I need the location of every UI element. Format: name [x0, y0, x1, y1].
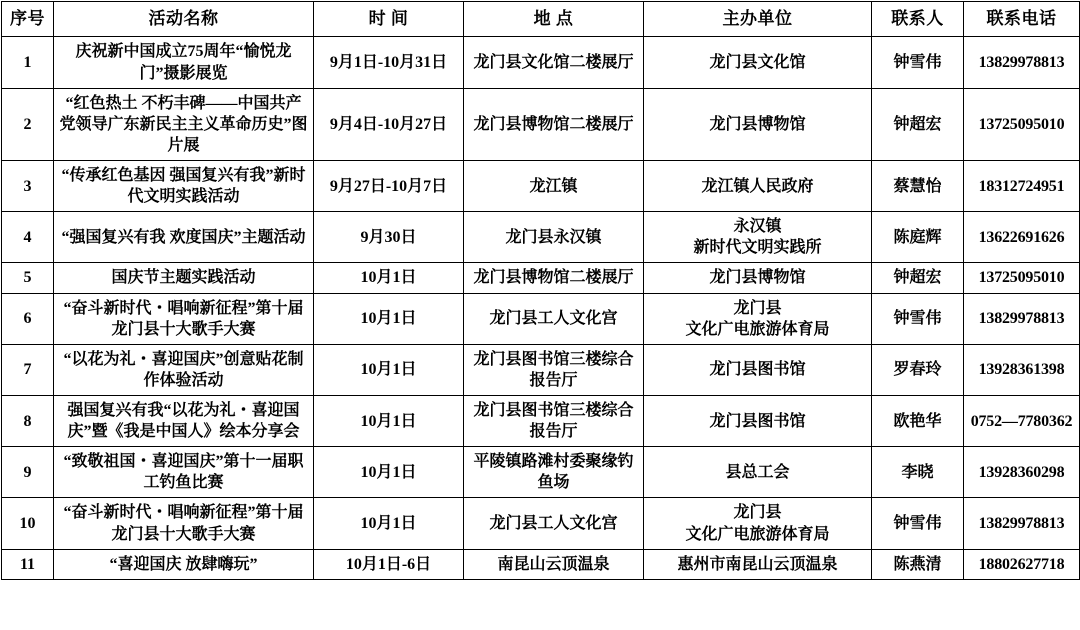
row-index: 10 [2, 498, 54, 549]
table-row [2, 549, 1080, 579]
row-index: 5 [2, 263, 54, 293]
table-header-row [2, 2, 1080, 37]
row-contact-person: 钟雪伟 [872, 498, 964, 549]
row-index: 4 [2, 212, 54, 263]
row-contact-person: 陈燕清 [872, 549, 964, 579]
row-index: 11 [2, 549, 54, 579]
row-time: 10月1日 [314, 263, 464, 293]
column-header-phone: 联系电话 [964, 2, 1080, 37]
row-activity-name: “传承红色基因 强国复兴有我”新时代文明实践活动 [54, 160, 314, 211]
table-row [2, 88, 1080, 160]
table-header [2, 2, 1080, 37]
row-activity-name: “以花为礼・喜迎国庆”创意贴花制作体验活动 [54, 344, 314, 395]
row-organizer: 龙门县文化馆 [644, 37, 872, 88]
row-index: 3 [2, 160, 54, 211]
row-place: 龙江镇 [464, 160, 644, 211]
row-index: 7 [2, 344, 54, 395]
row-place: 龙门县图书馆三楼综合报告厅 [464, 395, 644, 446]
row-index: 1 [2, 37, 54, 88]
row-organizer: 龙门县 文化广电旅游体育局 [644, 293, 872, 344]
row-contact-phone: 13725095010 [964, 88, 1080, 160]
row-contact-person: 李晓 [872, 447, 964, 498]
row-time: 9月30日 [314, 212, 464, 263]
row-organizer: 龙江镇人民政府 [644, 160, 872, 211]
row-activity-name: “奋斗新时代・唱响新征程”第十届龙门县十大歌手大赛 [54, 498, 314, 549]
row-time: 10月1日 [314, 344, 464, 395]
table-row [2, 293, 1080, 344]
table-row [2, 344, 1080, 395]
row-organizer: 龙门县图书馆 [644, 344, 872, 395]
row-place: 龙门县工人文化宫 [464, 293, 644, 344]
row-contact-phone: 13928361398 [964, 344, 1080, 395]
column-header-organizer: 主办单位 [644, 2, 872, 37]
table-row [2, 212, 1080, 263]
row-activity-name: “强国复兴有我 欢度国庆”主题活动 [54, 212, 314, 263]
row-activity-name: “奋斗新时代・唱响新征程”第十届龙门县十大歌手大赛 [54, 293, 314, 344]
row-contact-person: 蔡慧怡 [872, 160, 964, 211]
row-index: 2 [2, 88, 54, 160]
activity-table [1, 1, 1080, 580]
row-contact-phone: 13829978813 [964, 498, 1080, 549]
row-time: 10月1日 [314, 395, 464, 446]
row-activity-name: 强国复兴有我“以花为礼・喜迎国庆”暨《我是中国人》绘本分享会 [54, 395, 314, 446]
row-contact-person: 钟雪伟 [872, 37, 964, 88]
column-header-contact: 联系人 [872, 2, 964, 37]
row-contact-phone: 13622691626 [964, 212, 1080, 263]
row-place: 龙门县永汉镇 [464, 212, 644, 263]
row-contact-phone: 13928360298 [964, 447, 1080, 498]
row-time: 9月1日-10月31日 [314, 37, 464, 88]
row-place: 龙门县图书馆三楼综合报告厅 [464, 344, 644, 395]
row-activity-name: “喜迎国庆 放肆嗨玩” [54, 549, 314, 579]
row-place: 南昆山云顶温泉 [464, 549, 644, 579]
table-row [2, 37, 1080, 88]
column-header-name: 活动名称 [54, 2, 314, 37]
row-contact-phone: 13829978813 [964, 293, 1080, 344]
row-time: 10月1日 [314, 447, 464, 498]
row-contact-phone: 18312724951 [964, 160, 1080, 211]
row-time: 10月1日-6日 [314, 549, 464, 579]
column-header-place: 地 点 [464, 2, 644, 37]
row-organizer: 龙门县博物馆 [644, 88, 872, 160]
row-index: 9 [2, 447, 54, 498]
row-activity-name: 国庆节主题实践活动 [54, 263, 314, 293]
row-contact-person: 欧艳华 [872, 395, 964, 446]
row-contact-phone: 18802627718 [964, 549, 1080, 579]
row-contact-phone: 13725095010 [964, 263, 1080, 293]
activity-schedule-sheet [0, 1, 1080, 630]
row-place: 龙门县博物馆二楼展厅 [464, 263, 644, 293]
row-contact-phone: 0752—7780362 [964, 395, 1080, 446]
row-place: 龙门县博物馆二楼展厅 [464, 88, 644, 160]
table-row [2, 263, 1080, 293]
row-place: 龙门县文化馆二楼展厅 [464, 37, 644, 88]
row-activity-name: 庆祝新中国成立75周年“愉悦龙门”摄影展览 [54, 37, 314, 88]
row-place: 龙门县工人文化宫 [464, 498, 644, 549]
row-organizer: 县总工会 [644, 447, 872, 498]
row-contact-phone: 13829978813 [964, 37, 1080, 88]
row-contact-person: 钟超宏 [872, 88, 964, 160]
row-contact-person: 钟超宏 [872, 263, 964, 293]
row-organizer: 永汉镇 新时代文明实践所 [644, 212, 872, 263]
row-organizer: 龙门县博物馆 [644, 263, 872, 293]
row-organizer: 惠州市南昆山云顶温泉 [644, 549, 872, 579]
row-place: 平陵镇路滩村委聚缘钓鱼场 [464, 447, 644, 498]
row-contact-person: 陈庭辉 [872, 212, 964, 263]
row-organizer: 龙门县图书馆 [644, 395, 872, 446]
row-index: 8 [2, 395, 54, 446]
row-time: 9月27日-10月7日 [314, 160, 464, 211]
row-time: 10月1日 [314, 293, 464, 344]
column-header-time: 时 间 [314, 2, 464, 37]
column-header-index: 序号 [2, 2, 54, 37]
table-body [2, 37, 1080, 579]
table-row [2, 498, 1080, 549]
row-activity-name: “致敬祖国・喜迎国庆”第十一届职工钓鱼比赛 [54, 447, 314, 498]
row-index: 6 [2, 293, 54, 344]
table-row [2, 395, 1080, 446]
row-contact-person: 罗春玲 [872, 344, 964, 395]
table-row [2, 447, 1080, 498]
row-activity-name: “红色热土 不朽丰碑——中国共产党领导广东新民主主义革命历史”图片展 [54, 88, 314, 160]
table-row [2, 160, 1080, 211]
row-contact-person: 钟雪伟 [872, 293, 964, 344]
row-time: 9月4日-10月27日 [314, 88, 464, 160]
row-time: 10月1日 [314, 498, 464, 549]
row-organizer: 龙门县 文化广电旅游体育局 [644, 498, 872, 549]
